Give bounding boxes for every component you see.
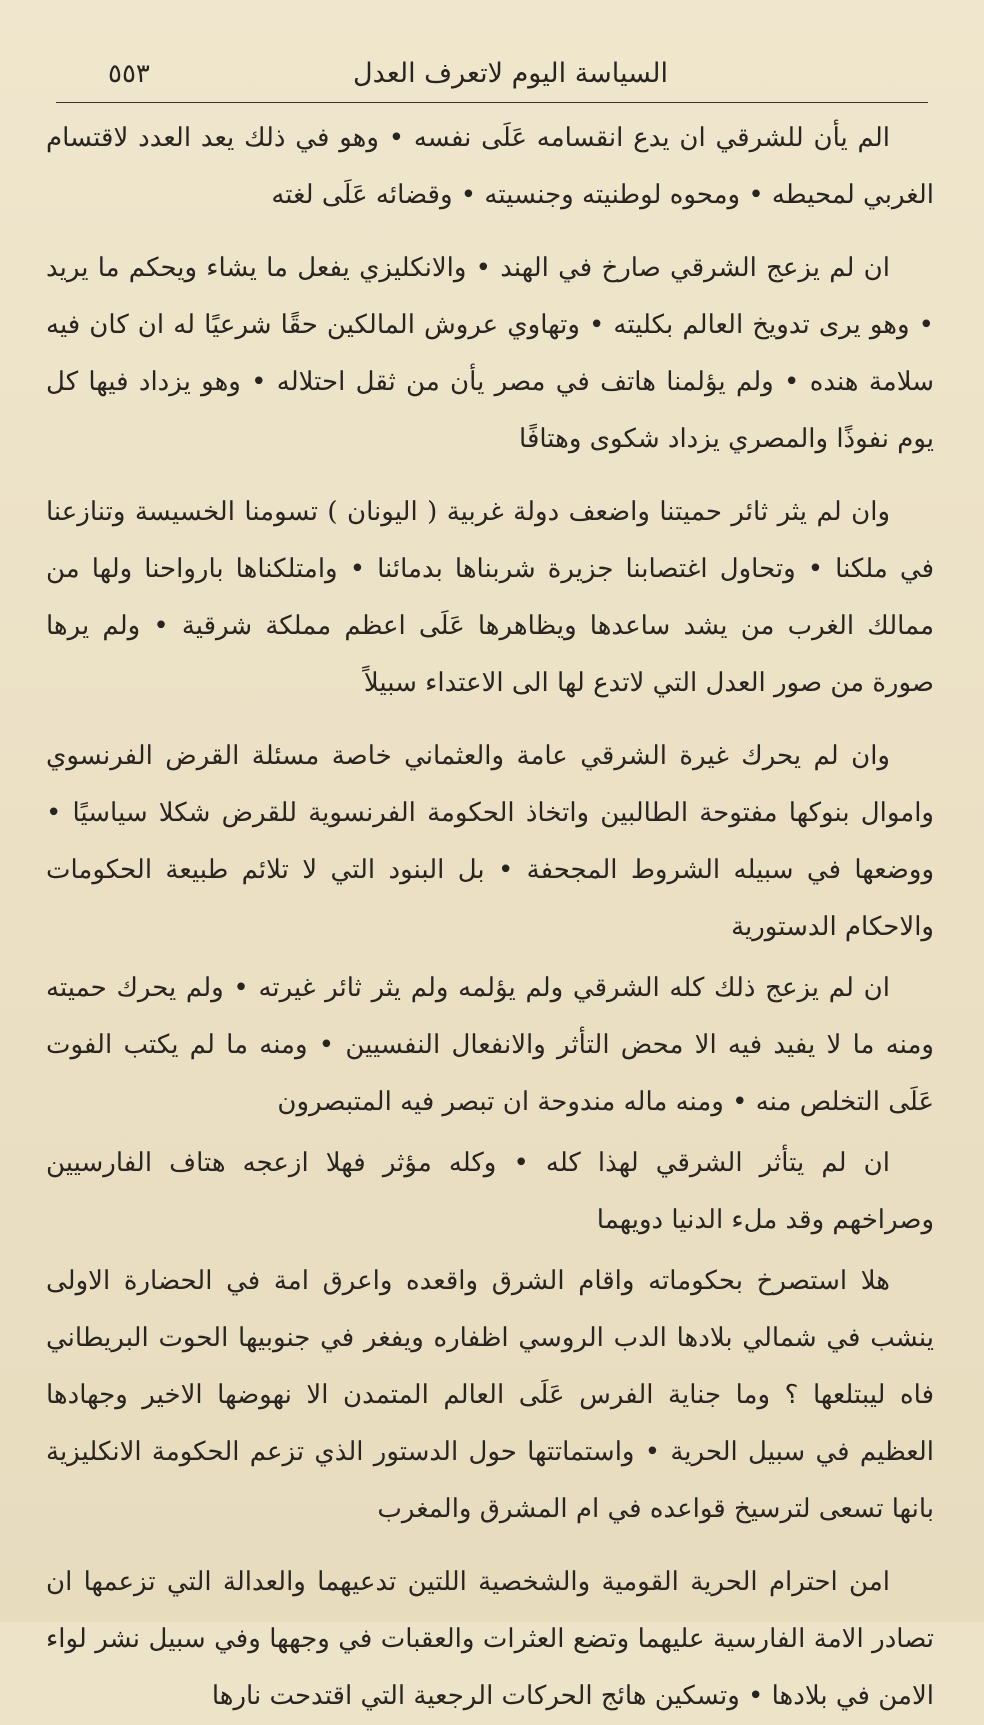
paragraph-2: ان لم يزعج الشرقي صارخ في الهند • والانكليزي يفعل ما يشاء ويحكم ما يريد • وهو يرى تدويخ العالم بكليته • وتهاوي عروش المالكين حقًا شرعيًا له ان كان فيه سلامة هنده • ولم يؤلمنا هاتف في مصر يأن من ثقل احتلاله • وهو يزداد فيها كل يوم نفوذًا والمصري يزداد شكوى وهتافًا bbox=[46, 253, 934, 454]
paragraph-1: الم يأن للشرقي ان يدع انقسامه عَلَى نفسه • وهو في ذلك يعد العدد لاقتسام الغربي لمحيطه • ومحوه لوطنيته وجنسيته • وقضائه عَلَى لغته bbox=[46, 123, 934, 210]
header-rule-left bbox=[56, 102, 368, 103]
paragraph-7: هلا استصرخ بحكوماته واقام الشرق واقعده واعرق امة في الحضارة الاولى ينشب في شمالي بلادها الدب الروسي اظفاره ويفغر في جنوبيها الحوت البريطاني فاه ليبتلعها ؟ وما جناية الفرس عَلَى العالم المتمدن الا نهوضها الاخير وجهادها العظيم في سبيل الحرية • واستماتتها حول الدستور الذي تزعم الحكومة الانكليزية بانها تسعى لترسيخ قواعده في ام المشرق والمغرب bbox=[46, 1266, 934, 1524]
page-header bbox=[56, 54, 928, 106]
paragraph-6: ان لم يتأثر الشرقي لهذا كله • وكله مؤثر فهلا ازعجه هتاف الفارسيين وصراخهم وقد ملء الدنيا دويهما bbox=[46, 1148, 934, 1235]
paragraph-5: ان لم يزعج ذلك كله الشرقي ولم يؤلمه ولم يثر ثائر غيرته • ولم يحرك حميته ومنه ما لا يفيد فيه الا محض التأثر والانفعال النفسيين • ومنه ما لم يكتب الفوت عَلَى التخلص منه • ومنه ماله مندوحة ان تبصر فيه المتبصرون bbox=[46, 973, 934, 1117]
body-text bbox=[46, 110, 934, 1725]
paragraph-3: وان لم يثر ثائر حميتنا واضعف دولة غربية ( اليونان ) تسومنا الخسيسة وتنازعنا في ملكنا • وتحاول اغتصابنا جزيرة شربناها بدمائنا • وامتلكناها بارواحنا ولها من ممالك الغرب من يشد ساعدها ويظاهرها عَلَى اعظم مملكة شرقية • ولم يرها صورة من صور العدل التي لاتدع لها الى الاعتداء سبيلاً bbox=[46, 497, 934, 698]
running-title: السياسة اليوم لاتعرف العدل bbox=[353, 58, 668, 89]
header-rule-right bbox=[368, 102, 928, 103]
paragraph-4: وان لم يحرك غيرة الشرقي عامة والعثماني خاصة مسئلة القرض الفرنسوي واموال بنوكها مفتوحة الطالبين واتخاذ الحكومة الفرنسوية للقرض شكلا سياسيًا • ووضعها في سبيله الشروط المجحفة • بل البنود التي لا تلائم طبيعة الحكومات والاحكام الدستورية bbox=[46, 741, 934, 942]
paragraph-8: امن احترام الحرية القومية والشخصية اللتين تدعيهما والعدالة التي تزعمها ان تصادر الامة الفارسية عليهما وتضع العثرات والعقبات في وجهها وفي سبيل نشر لواء الامن في بلادها • وتسكين هائج الحركات الرجعية التي اقتدحت نارها bbox=[46, 1567, 934, 1711]
page-number: ٥٥٣ bbox=[108, 59, 150, 89]
